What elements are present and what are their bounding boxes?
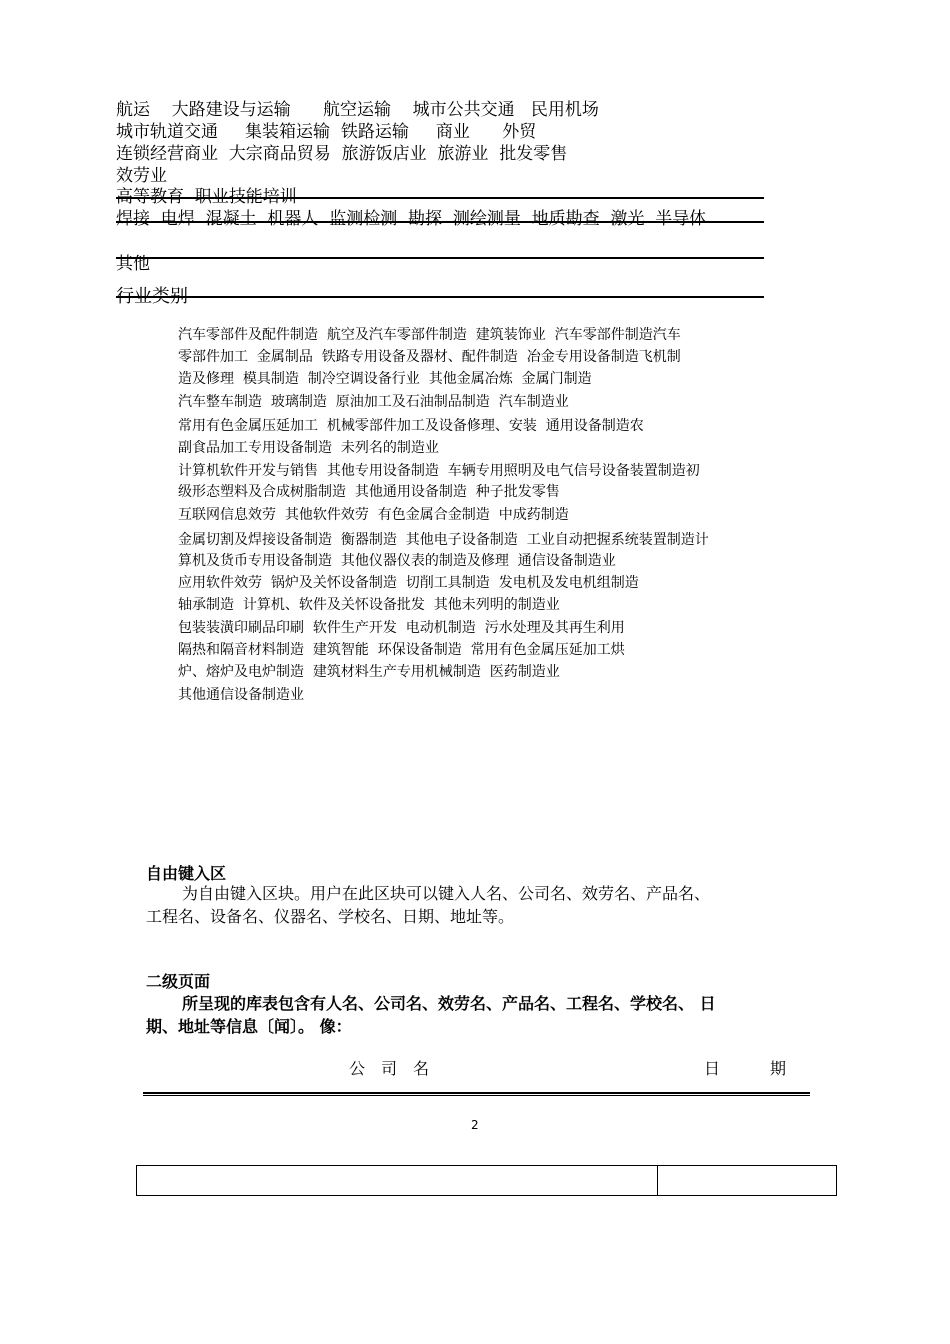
industry-line: 应用软件效劳 锅炉及关怀设备制造 切削工具制造 发电机及发电机组制造 [178,575,639,591]
free-input-text: 为自由键入区块。用户在此区块可以键入人名、公司名、效劳名、产品名、 [182,884,711,903]
secondary-page-title: 二级页面 [146,972,211,991]
industry-line: 其他通信设备制造业 [178,687,304,703]
divider-rule [116,197,764,199]
industry-line: 隔热和隔音材料制造 建筑智能 环保设备制造 常用有色金属压延加工烘 [178,642,625,658]
category-line: 高等教育 职业技能培训 [116,187,297,207]
industry-line: 汽车整车制造 玻璃制造 原油加工及石油制品制造 汽车制造业 [178,394,569,410]
industry-line: 汽车零部件及配件制造 航空及汽车零部件制造 建筑装饰业 汽车零部件制造汽车 [178,327,681,343]
industry-line: 包装装潢印刷品印刷 软件生产开发 电动机制造 污水处理及其再生利用 [178,620,625,636]
category-line: 效劳业 [116,166,167,186]
industry-line: 互联网信息效劳 其他软件效劳 有色金属合金制造 中成药制造 [178,507,569,523]
page-number: 2 [471,1118,479,1132]
divider-rule [116,296,764,298]
industry-line: 算机及货币专用设备制造 其他仪器仪表的制造及修理 通信设备制造业 [178,553,616,569]
double-rule [143,1092,810,1094]
free-input-title: 自由键入区 [146,864,227,883]
category-line: 连锁经营商业 大宗商品贸易 旅游饭店业 旅游业 批发零售 [116,144,568,164]
category-line: 其他 [116,254,150,274]
table-cell [658,1166,837,1196]
industry-line: 轴承制造 计算机、软件及关怀设备批发 其他未列明的制造业 [178,597,560,613]
table-cell [137,1166,658,1196]
secondary-page-text: 所呈现的库表包含有人名、公司名、效劳名、产品名、工程名、学校名、 日 [182,994,716,1013]
industry-line: 副食品加工专用设备制造 未列名的制造业 [178,440,439,456]
industry-line: 常用有色金属压延加工 机械零部件加工及设备修理、安装 通用设备制造农 [178,418,644,434]
date-column-header: 日期 [704,1059,837,1078]
double-rule [143,1095,810,1096]
secondary-page-text: 期、地址等信息〔闻〕。 像： [146,1017,352,1036]
company-column-header: 公司名 [349,1059,446,1078]
table-row [137,1166,837,1196]
industry-line: 炉、熔炉及电炉制造 建筑材料生产专用机械制造 医药制造业 [178,664,560,680]
industry-heading: 行业类别 [116,286,188,307]
category-line: 航运 大路建设与运输 航空运输 城市公共交通 民用机场 [116,100,599,120]
industry-line: 计算机软件开发与销售 其他专用设备制造 车辆专用照明及电气信号设备装置制造初 [178,463,700,479]
category-line: 焊接 电焊 混凝土 机器人 监测检测 勘探 测绘测量 地质勘查 激光 半导体 [116,209,707,229]
data-table [136,1165,837,1196]
industry-line: 零部件加工 金属制品 铁路专用设备及器材、配件制造 冶金专用设备制造飞机制 [178,349,681,365]
industry-line: 级形态塑料及合成树脂制造 其他通用设备制造 种子批发零售 [178,484,560,500]
industry-line: 金属切割及焊接设备制造 衡器制造 其他电子设备制造 工业自动把握系统装置制造计 [178,532,709,548]
category-line: 城市轨道交通 集装箱运输 铁路运输 商业 外贸 [116,122,537,142]
industry-line: 造及修理 模具制造 制冷空调设备行业 其他金属冶炼 金属门制造 [178,371,592,387]
free-input-text: 工程名、设备名、仪器名、学校名、日期、地址等。 [146,907,515,926]
divider-rule [116,257,764,259]
divider-rule [116,221,764,223]
